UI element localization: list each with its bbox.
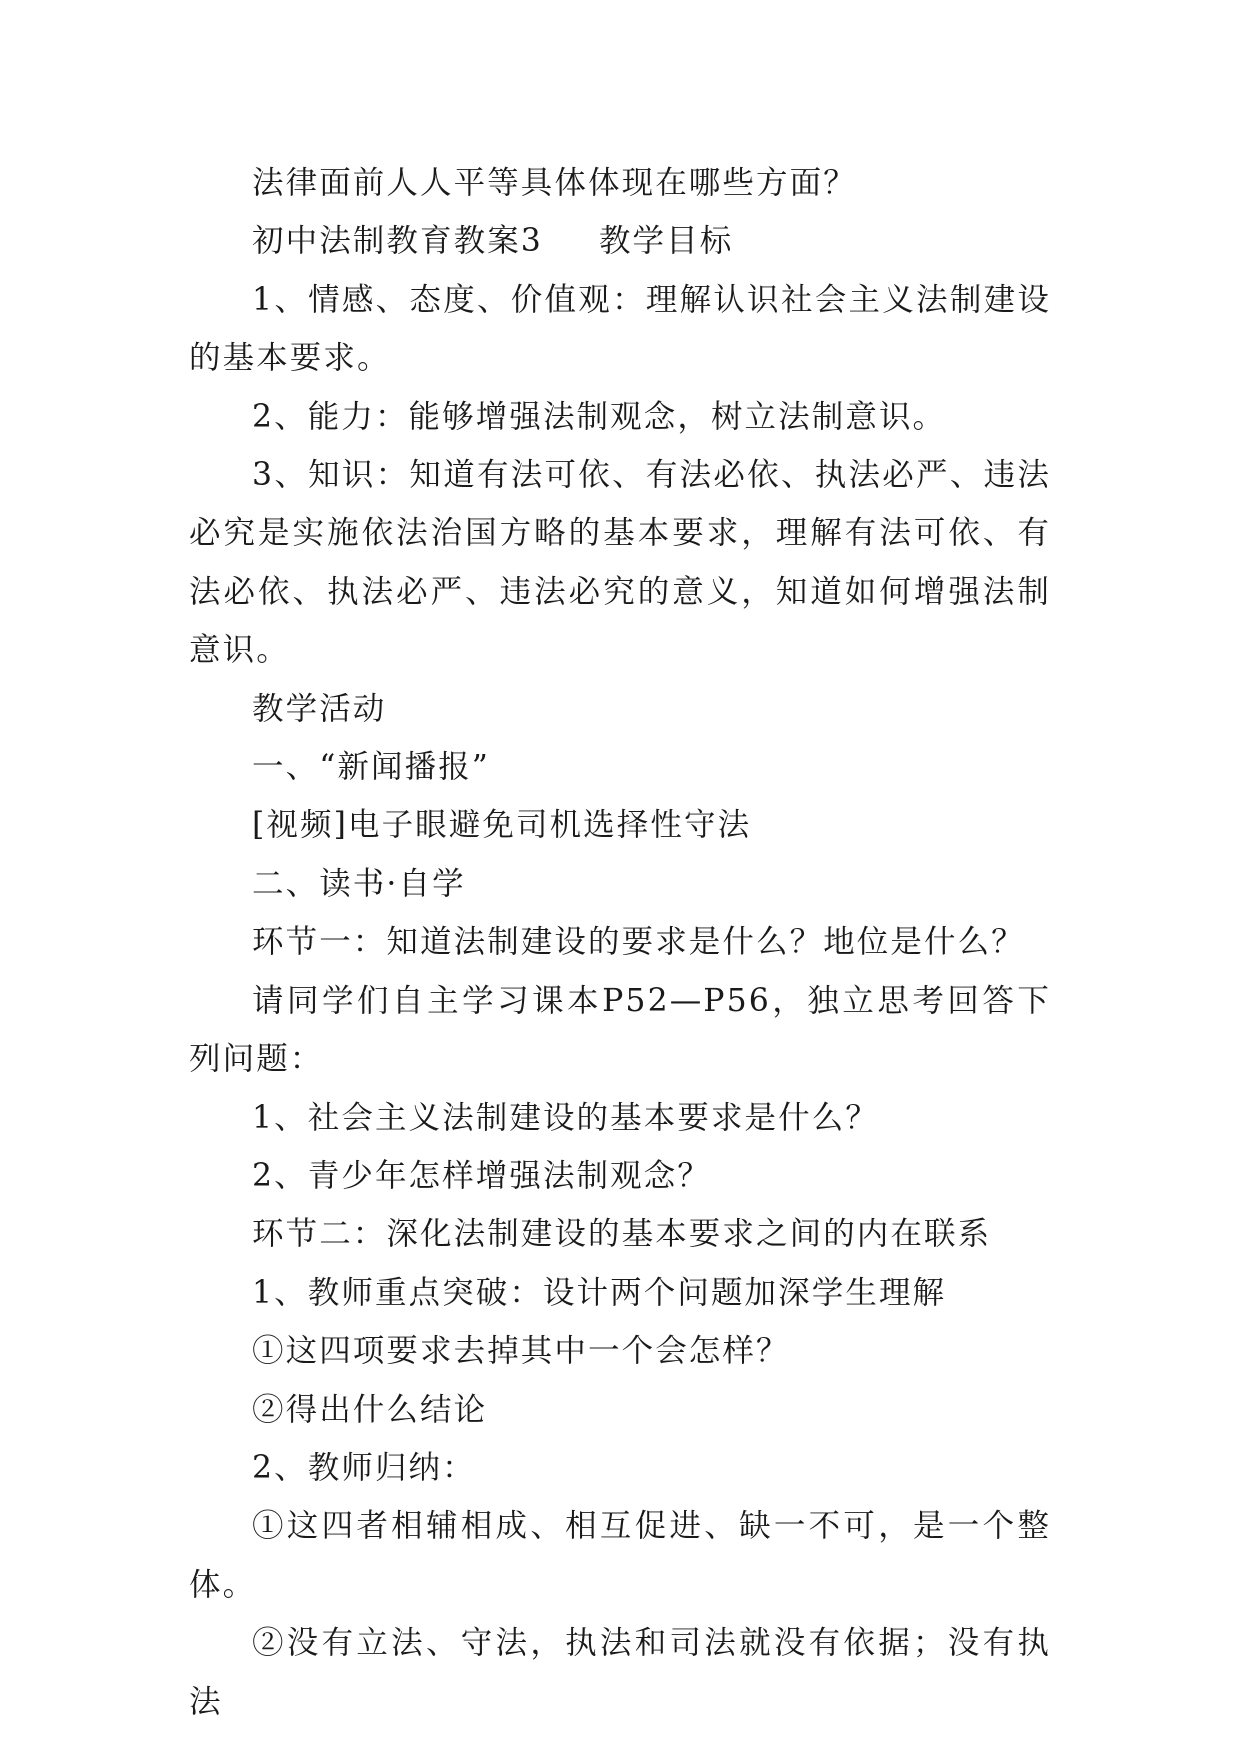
paragraph-question-2: 2、青少年怎样增强法制观念？ <box>252 1157 711 1194</box>
paragraph-objective-ability: 2、能力：能够增强法制观念，树立法制意识。 <box>252 398 947 435</box>
section-heading-objectives: 教学目标 <box>598 223 734 260</box>
paragraph-teacher-summary: 2、教师归纳： <box>252 1449 476 1486</box>
paragraph-summary-1: ①这四者相辅相成、相互促进、缺一不可，是一个整体。 <box>189 1508 1051 1603</box>
paragraph-teacher-focus: 1、教师重点突破：设计两个问题加深学生理解 <box>252 1274 947 1311</box>
paragraph-question-1: 1、社会主义法制建设的基本要求是什么？ <box>252 1099 879 1136</box>
paragraph-objective-emotion: 1、情感、态度、价值观：理解认识社会主义法制建设的基本要求。 <box>189 281 1051 377</box>
paragraph-summary-2: ②没有立法、守法，执法和司法就没有依据；没有执法 <box>189 1625 1051 1720</box>
paragraph-circled-1: ①这四项要求去掉其中一个会怎样？ <box>252 1333 790 1370</box>
paragraph-circled-2: ②得出什么结论 <box>252 1391 488 1428</box>
paragraph-news: 一、“新闻播报” <box>252 749 491 786</box>
paragraph-question: 法律面前人人平等具体体现在哪些方面？ <box>252 165 857 201</box>
paragraph-step-two: 环节二：深化法制建设的基本要求之间的内在联系 <box>252 1216 992 1253</box>
paragraph-video: [视频]电子眼避免司机选择性守法 <box>252 807 752 844</box>
lesson-title: 初中法制教育教案3 <box>252 223 543 260</box>
document-body <box>189 154 1051 1731</box>
section-heading-activities: 教学活动 <box>252 690 387 727</box>
paragraph-objective-knowledge: 3、知识：知道有法可依、有法必依、执法必严、违法必究是实施依法治国方略的基本要求，理解有法可依、有法必依、执法必严、违法必究的意义，知道如何增强法制意识。 <box>189 457 1051 669</box>
paragraph-lesson-title <box>189 212 1051 270</box>
paragraph-instructions: 请同学们自主学习课本P52—P56，独立思考回答下列问题： <box>189 982 1051 1078</box>
paragraph-step-one: 环节一：知道法制建设的要求是什么？地位是什么？ <box>252 924 1025 961</box>
paragraph-self-study: 二、读书·自学 <box>252 865 466 902</box>
